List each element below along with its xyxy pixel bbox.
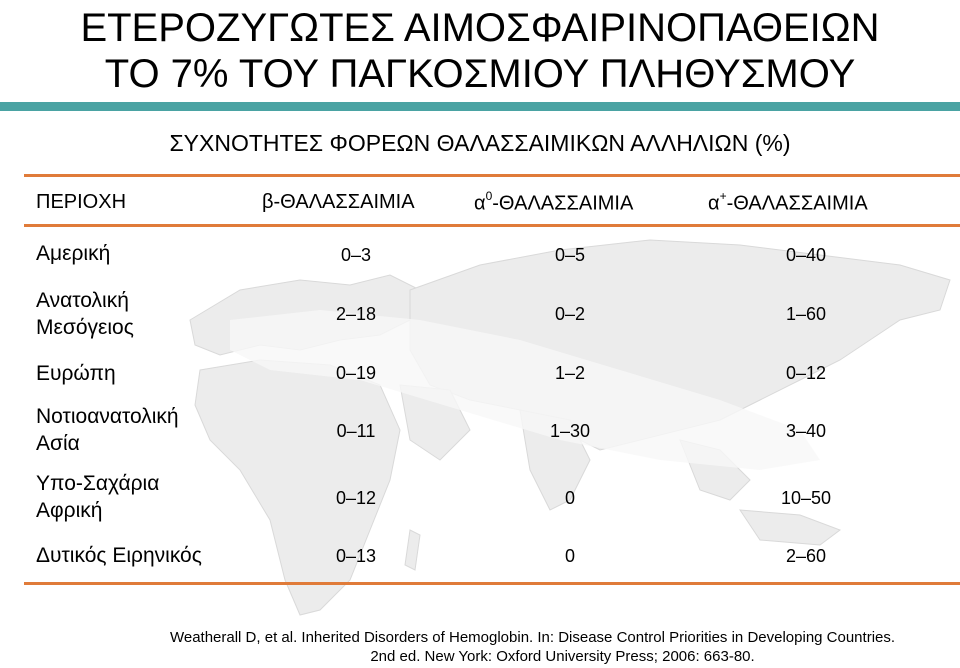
header-alpha0-sup: 0 — [485, 189, 493, 203]
region-europe: Ευρώπη — [36, 362, 116, 385]
cell-alpha0: 1–2 — [554, 363, 586, 383]
cell-alpha0: 0 — [564, 546, 575, 566]
header-alphaplus — [708, 191, 868, 216]
table-bottom-rule — [24, 582, 960, 585]
cell-beta: 0–3 — [340, 245, 372, 265]
header-alpha0-suffix: -ΘΑΛΑΣΣΑΙΜΙΑ — [492, 192, 634, 215]
cell-alpha0: 0 — [564, 488, 575, 508]
cell-alpha0: 0–2 — [554, 304, 586, 324]
cell-alphaplus: 2–60 — [785, 546, 827, 566]
cell-beta: 2–18 — [335, 304, 377, 324]
region-america: Αμερική — [36, 242, 111, 265]
title-line-2: ΤΟ 7% ΤΟΥ ΠΑΓΚΟΣΜΙΟΥ ΠΛΗΘΥΣΜΟΥ — [104, 52, 856, 96]
region-line-1: Ανατολική — [36, 289, 129, 312]
header-alphaplus-sup: + — [719, 189, 727, 203]
region-sub-saharan-africa — [36, 470, 159, 524]
header-region: ΠΕΡΙΟΧΗ — [36, 191, 127, 213]
reference-line-1: Weatherall D, et al. Inherited Disorders of Hemoglobin. In: Disease Control Priorities in Developing Countries. — [169, 629, 896, 646]
cell-alpha0: 0–5 — [554, 245, 586, 265]
cell-beta: 0–19 — [335, 363, 377, 383]
header-alpha0 — [474, 191, 633, 216]
region-line-1: Νοτιοανατολική — [36, 405, 179, 428]
cell-alphaplus: 3–40 — [785, 421, 827, 441]
region-line-2: Μεσόγειος — [36, 316, 134, 339]
header-alpha0-prefix: α — [474, 192, 486, 215]
accent-bar — [0, 102, 960, 111]
region-line-1: Υπο-Σαχάρια — [36, 472, 160, 495]
region-line-2: Αφρική — [36, 499, 103, 522]
region-east-mediterranean — [36, 287, 134, 341]
region-line-2: Ασία — [36, 432, 80, 455]
header-beta: β-ΘΑΛΑΣΣΑΙΜΙΑ — [262, 191, 415, 213]
title-line-1: ΕΤΕΡΟΖΥΓΩΤΕΣ ΑΙΜΟΣΦΑΙΡΙΝΟΠΑΘΕΙΩΝ — [80, 6, 880, 50]
region-western-pacific: Δυτικός Ειρηνικός — [36, 544, 202, 567]
region-southeast-asia — [36, 403, 179, 457]
header-alphaplus-prefix: α — [708, 192, 720, 215]
cell-alphaplus: 1–60 — [785, 304, 827, 324]
cell-alphaplus: 0–12 — [785, 363, 827, 383]
islands-shape — [740, 510, 840, 545]
cell-beta: 0–12 — [335, 488, 377, 508]
reference-line-2: 2nd ed. New York: Oxford University Press; 2006: 663-80. — [370, 648, 755, 665]
table-subtitle: ΣΥΧΝΟΤΗΤΕΣ ΦΟΡΕΩΝ ΘΑΛΑΣΣΑΙΜΙΚΩΝ ΑΛΛΗΛΙΩΝ (%) — [169, 130, 791, 156]
table-header-rule — [24, 224, 960, 227]
cell-alpha0: 1–30 — [549, 421, 591, 441]
header-alphaplus-suffix: -ΘΑΛΑΣΣΑΙΜΙΑ — [726, 192, 868, 215]
cell-beta: 0–13 — [335, 546, 377, 566]
cell-beta: 0–11 — [336, 421, 376, 441]
table-top-rule — [24, 174, 960, 177]
cell-alphaplus: 10–50 — [780, 488, 832, 508]
cell-alphaplus: 0–40 — [785, 245, 827, 265]
